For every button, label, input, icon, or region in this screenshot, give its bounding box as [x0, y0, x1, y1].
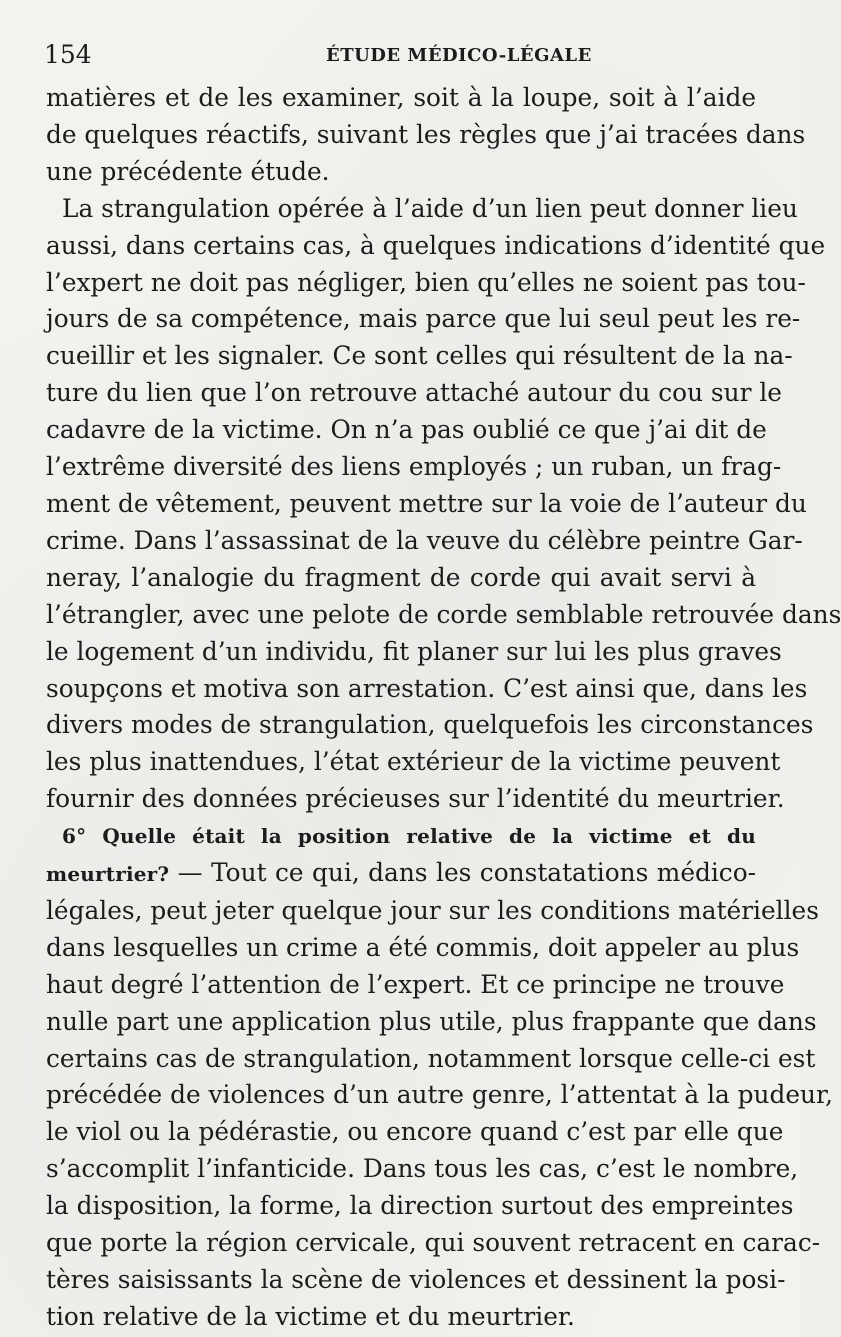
- text-line: les plus inattendues, l’état extérieur de la victime peuvent: [46, 747, 781, 777]
- text-line: fournir des données précieuses sur l’identité du meurtrier.: [46, 784, 785, 814]
- section-heading-continuation: — Tout ce qui, dans les constatations médico-: [169, 858, 756, 888]
- text-line: l’étrangler, avec une pelote de corde semblable retrouvée dans: [46, 599, 841, 629]
- text-line: soupçons et motiva son arrestation. C’est ainsi que, dans les: [46, 673, 808, 703]
- paragraph-1: [46, 80, 806, 191]
- text-line: aussi, dans certains cas, à quelques indications d’identité que: [46, 230, 826, 260]
- text-line: précédée de violences d’un autre genre, l’attentat à la pudeur,: [46, 1080, 834, 1110]
- text-line: [46, 855, 756, 893]
- paragraph-2: [46, 191, 841, 818]
- text-line: jours de sa compétence, mais parce que lui seul peut les re-: [46, 304, 801, 334]
- text-line: divers modes de strangulation, quelquefois les circonstances: [46, 710, 814, 740]
- page-header: [44, 40, 756, 74]
- text-line: l’extrême diversité des liens employés ; un ruban, un frag-: [46, 452, 782, 482]
- text-line: crime. Dans l’assassinat de la veuve du célèbre peintre Gar-: [46, 525, 803, 555]
- text-line: s’accomplit l’infanticide. Dans tous les cas, c’est le nombre,: [46, 1154, 799, 1184]
- section-heading: 6° Quelle était la position relative de la victime et du: [62, 824, 756, 849]
- text-line: cueillir et les signaler. Ce sont celles qui résultent de la na-: [46, 341, 793, 371]
- text-line: de quelques réactifs, suivant les règles que j’ai tracées dans: [46, 119, 806, 149]
- section-heading-end: meurtrier?: [46, 862, 170, 887]
- text-line: cadavre de la victime. On n’a pas oublié ce que j’ai dit de: [46, 415, 767, 445]
- text-line: la disposition, la forme, la direction surtout des empreintes: [46, 1191, 794, 1221]
- page-number: 154: [44, 40, 92, 69]
- text-line: tères saisissants la scène de violences et dessinent la posi-: [46, 1265, 786, 1294]
- text-line: le logement d’un individu, fit planer sur lui les plus graves: [46, 636, 782, 666]
- text-line: tion relative de la victime et du meurtrier.: [46, 1301, 575, 1331]
- text-line: dans lesquelles un crime a été commis, doit appeler au plus: [46, 932, 800, 962]
- body-text: [46, 80, 841, 1336]
- section-6: [46, 818, 834, 1336]
- text-line: le viol ou la pédérastie, ou encore quand c’est par elle que: [46, 1117, 784, 1147]
- text-line: nulle part une application plus utile, plus frappante que dans: [46, 1006, 817, 1036]
- text-line: neray, l’analogie du fragment de corde qui avait servi à: [46, 562, 756, 592]
- text-line: matières et de les examiner, soit à la loupe, soit à l’aide: [46, 83, 756, 112]
- text-line: haut degré l’attention de l’expert. Et ce principe ne trouve: [46, 969, 785, 999]
- text-line: ment de vêtement, peuvent mettre sur la voie de l’auteur du: [46, 488, 807, 518]
- text-line: légales, peut jeter quelque jour sur les conditions matérielles: [46, 895, 819, 925]
- text-line: La strangulation opérée à l’aide d’un lien peut donner lieu: [62, 193, 798, 223]
- text-line: une précédente étude.: [46, 156, 330, 186]
- text-line: certains cas de strangulation, notamment lorsque celle-ci est: [46, 1043, 816, 1073]
- text-line: que porte la région cervicale, qui souvent retracent en carac-: [46, 1228, 821, 1258]
- running-title: ÉTUDE MÉDICO-LÉGALE: [326, 45, 592, 66]
- text-line: ture du lien que l’on retrouve attaché autour du cou sur le: [46, 378, 782, 408]
- text-line: l’expert ne doit pas négliger, bien qu’elles ne soient pas tou-: [46, 267, 806, 297]
